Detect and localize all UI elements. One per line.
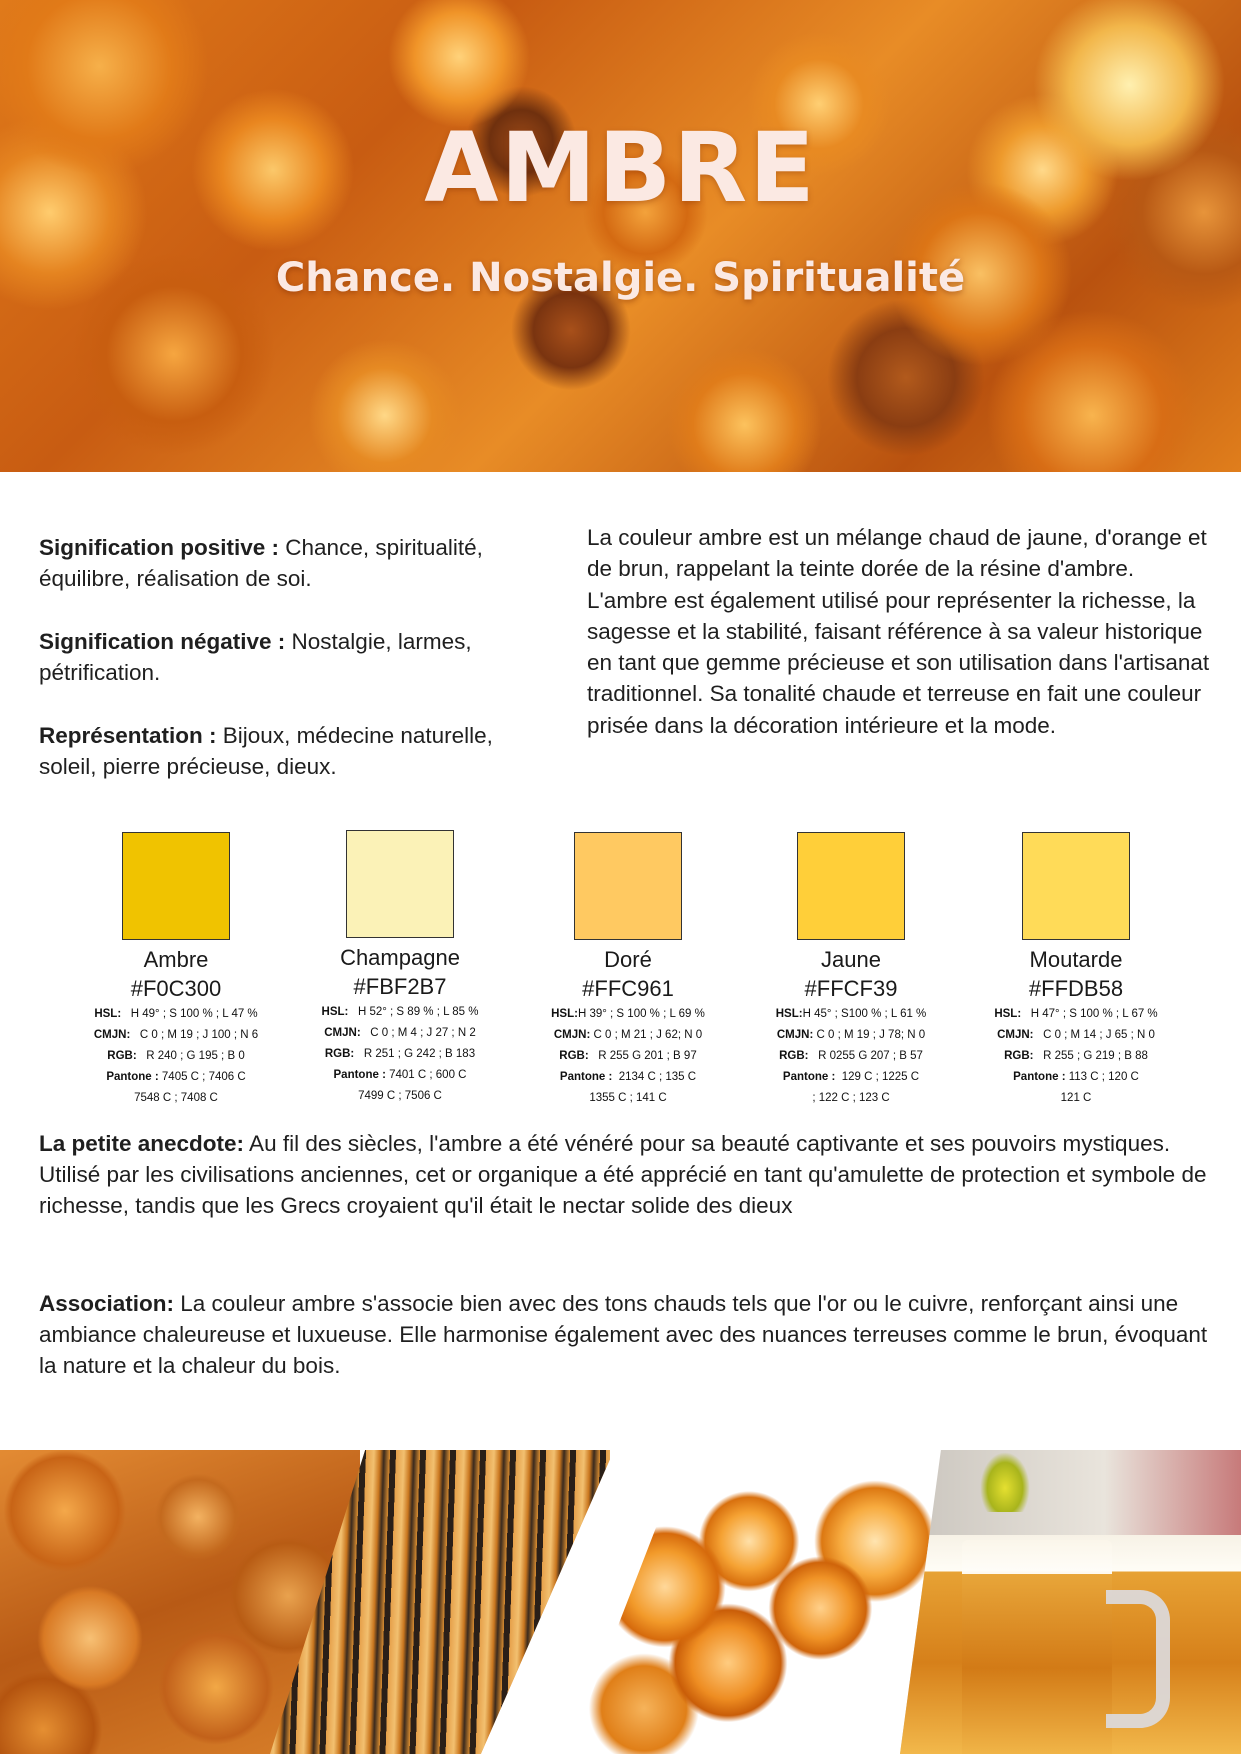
swatch-name: Ambre xyxy=(143,947,209,972)
swatch-hsl xyxy=(66,1004,286,1025)
meaning-negative xyxy=(39,626,549,688)
swatch-pantone xyxy=(66,1067,286,1088)
meaning-positive xyxy=(39,532,549,594)
swatch-cmjn xyxy=(741,1025,961,1046)
pantone-value: 129 C ; 1225 C xyxy=(841,1071,920,1083)
swatch-pantone-more: 7499 C ; 7506 C xyxy=(358,1090,442,1102)
rgb-value: R 251 ; G 242 ; B 183 xyxy=(363,1048,476,1060)
hsl-label: HSL: xyxy=(94,1008,122,1020)
page-subtitle: Chance. Nostalgie. Spiritualité xyxy=(275,255,966,301)
beer-glass xyxy=(962,1540,1112,1754)
cmjn-label: CMJN: xyxy=(93,1029,131,1041)
page-title: AMBRE xyxy=(424,112,817,224)
rgb-label: RGB: xyxy=(324,1048,355,1060)
swatch-hex: #FFC961 xyxy=(582,976,674,1001)
swatch-hsl xyxy=(518,1004,738,1025)
swatch-rgb xyxy=(518,1046,738,1067)
pantone-label: Pantone : xyxy=(106,1071,159,1083)
swatch-pantone xyxy=(518,1067,738,1088)
mug-handle xyxy=(1106,1590,1170,1728)
swatch-champagne xyxy=(290,830,510,1107)
swatch-hex: #FBF2B7 xyxy=(353,974,447,999)
rgb-value: R 255 ; G 219 ; B 88 xyxy=(1043,1050,1148,1062)
swatch-color-box xyxy=(346,830,454,938)
swatch-color-box xyxy=(574,832,682,940)
swatch-hsl xyxy=(966,1004,1186,1025)
cmjn-value: C 0 ; M 19 ; J 78; N 0 xyxy=(816,1029,926,1041)
meaning-representation xyxy=(39,720,549,782)
hsl-value: H 39° ; S 100 % ; L 69 % xyxy=(577,1008,705,1020)
hsl-label: HSL: xyxy=(994,1008,1022,1020)
meaning-negative-text: Nostalgie, larmes, pétrification. xyxy=(39,629,472,685)
meaning-representation-text: Bijoux, médecine naturelle, soleil, pierre précieuse, dieux. xyxy=(39,723,493,779)
swatch-cmjn xyxy=(518,1025,738,1046)
rgb-value: R 0255 G 207 ; B 57 xyxy=(818,1050,923,1062)
swatch-rgb xyxy=(966,1046,1186,1067)
swatch-pantone-more: 7548 C ; 7408 C xyxy=(134,1092,218,1104)
swatch-rgb xyxy=(66,1046,286,1067)
association-text: La couleur ambre s'associe bien avec des tons chauds tels que l'or ou le cuivre, renforçant ainsi une ambiance chaleureuse et luxueuse. Elle harmonise également avec des nuances terreuses comme le brun, évoquant la nature et la chaleur du bois. xyxy=(39,1291,1208,1378)
cmjn-value: C 0 ; M 4 ; J 27 ; N 2 xyxy=(370,1027,476,1039)
hsl-value: H 52° ; S 89 % ; L 85 % xyxy=(357,1006,479,1018)
swatch-hsl xyxy=(741,1004,961,1025)
hsl-value: H 45° ; S100 % ; L 61 % xyxy=(802,1008,927,1020)
swatch-pantone xyxy=(966,1067,1186,1088)
hsl-label: HSL: xyxy=(321,1006,349,1018)
swatch-moutarde xyxy=(966,832,1186,1109)
pantone-value: 7405 C ; 7406 C xyxy=(161,1071,246,1083)
pantone-label: Pantone : xyxy=(1013,1071,1066,1083)
swatch-cmjn xyxy=(290,1023,510,1044)
cmjn-label: CMJN: xyxy=(324,1027,361,1039)
cmjn-value: C 0 ; M 19 ; J 100 ; N 6 xyxy=(139,1029,259,1041)
hsl-label: HSL: xyxy=(551,1008,578,1020)
leaf-decoration xyxy=(980,1452,1030,1512)
swatch-pantone xyxy=(741,1067,961,1088)
meaning-negative-label: Signification négative : xyxy=(39,629,286,654)
swatch-name: Moutarde xyxy=(1029,947,1123,972)
pantone-label: Pantone : xyxy=(333,1069,386,1081)
association-paragraph xyxy=(39,1288,1209,1381)
anecdote-text: Au fil des siècles, l'ambre a été vénéré pour sa beauté captivante et ses pouvoirs mystiques. Utilisé par les civilisations anciennes, cet or organique a été apprécié en tant qu'amulette de protection et symbole de richesse, tandis que les Grecs croyaient qu'il était le nectar solide des dieux xyxy=(39,1131,1207,1218)
swatch-color-box xyxy=(797,832,905,940)
rgb-label: RGB: xyxy=(559,1050,589,1062)
swatch-name: Jaune xyxy=(821,947,881,972)
color-description: La couleur ambre est un mélange chaud de jaune, d'orange et de brun, rappelant la teinte dorée de la résine d'ambre. L'ambre est également utilisé pour représenter la richesse, la sagesse et la stabilité, faisant référence à sa valeur historique en tant que gemme précieuse et son utilisation dans l'artisanat traditionnel. Sa tonalité chaude et terreuse en fait une couleur prisée dans la décoration intérieure et la mode. xyxy=(587,525,1210,738)
pantone-label: Pantone : xyxy=(782,1071,836,1083)
meaning-positive-label: Signification positive : xyxy=(39,535,280,560)
cmjn-label: CMJN: xyxy=(997,1029,1034,1041)
hero-banner-amber-stones xyxy=(0,0,1241,472)
swatch-pantone-more: 121 C xyxy=(1060,1092,1092,1104)
swatch-pantone-more: ; 122 C ; 123 C xyxy=(812,1092,890,1104)
rgb-value: R 255 G 201 ; B 97 xyxy=(598,1050,697,1062)
swatch-color-box xyxy=(122,832,230,940)
meanings-list xyxy=(39,532,549,814)
pantone-value: 2134 C ; 135 C xyxy=(618,1071,697,1083)
pantone-value: 7401 C ; 600 C xyxy=(389,1069,467,1081)
swatch-color-box xyxy=(1022,832,1130,940)
swatch-dore xyxy=(518,832,738,1109)
pantone-value: 113 C ; 120 C xyxy=(1068,1071,1139,1083)
rgb-value: R 240 ; G 195 ; B 0 xyxy=(146,1050,245,1062)
beer-mug-photo xyxy=(900,1450,1241,1754)
cmjn-value: C 0 ; M 21 ; J 62; N 0 xyxy=(593,1029,703,1041)
rgb-label: RGB: xyxy=(107,1050,137,1062)
swatch-hex: #F0C300 xyxy=(130,976,222,1001)
swatch-cmjn xyxy=(966,1025,1186,1046)
swatch-cmjn xyxy=(66,1025,286,1046)
cmjn-value: C 0 ; M 14 ; J 65 ; N 0 xyxy=(1043,1029,1155,1041)
pantone-label: Pantone : xyxy=(559,1071,613,1083)
swatch-hex: #FFCF39 xyxy=(804,976,898,1001)
swatch-pantone xyxy=(290,1065,510,1086)
anecdote-label: La petite anecdote: xyxy=(39,1131,245,1156)
hsl-label: HSL: xyxy=(775,1008,803,1020)
swatch-hsl xyxy=(290,1002,510,1023)
swatch-ambre xyxy=(66,832,286,1109)
swatch-name: Doré xyxy=(604,947,652,972)
rgb-label: RGB: xyxy=(1004,1050,1034,1062)
meaning-representation-label: Représentation : xyxy=(39,723,217,748)
hsl-value: H 49° ; S 100 % ; L 47 % xyxy=(130,1008,258,1020)
swatch-pantone-more: 1355 C ; 141 C xyxy=(589,1092,667,1104)
anecdote-paragraph xyxy=(39,1128,1209,1221)
swatch-hex: #FFDB58 xyxy=(1028,976,1124,1001)
swatch-rgb xyxy=(741,1046,961,1067)
rgb-label: RGB: xyxy=(779,1050,809,1062)
cmjn-label: CMJN: xyxy=(553,1029,591,1041)
swatch-rgb xyxy=(290,1044,510,1065)
swatch-name: Champagne xyxy=(340,945,460,970)
cmjn-label: CMJN: xyxy=(776,1029,814,1041)
meaning-positive-text: Chance, spiritualité, équilibre, réalisation de soi. xyxy=(39,535,483,591)
association-label: Association: xyxy=(39,1291,175,1316)
photo-gallery xyxy=(0,1450,1241,1754)
swatch-jaune xyxy=(741,832,961,1109)
hsl-value: H 47° ; S 100 % ; L 67 % xyxy=(1030,1008,1158,1020)
